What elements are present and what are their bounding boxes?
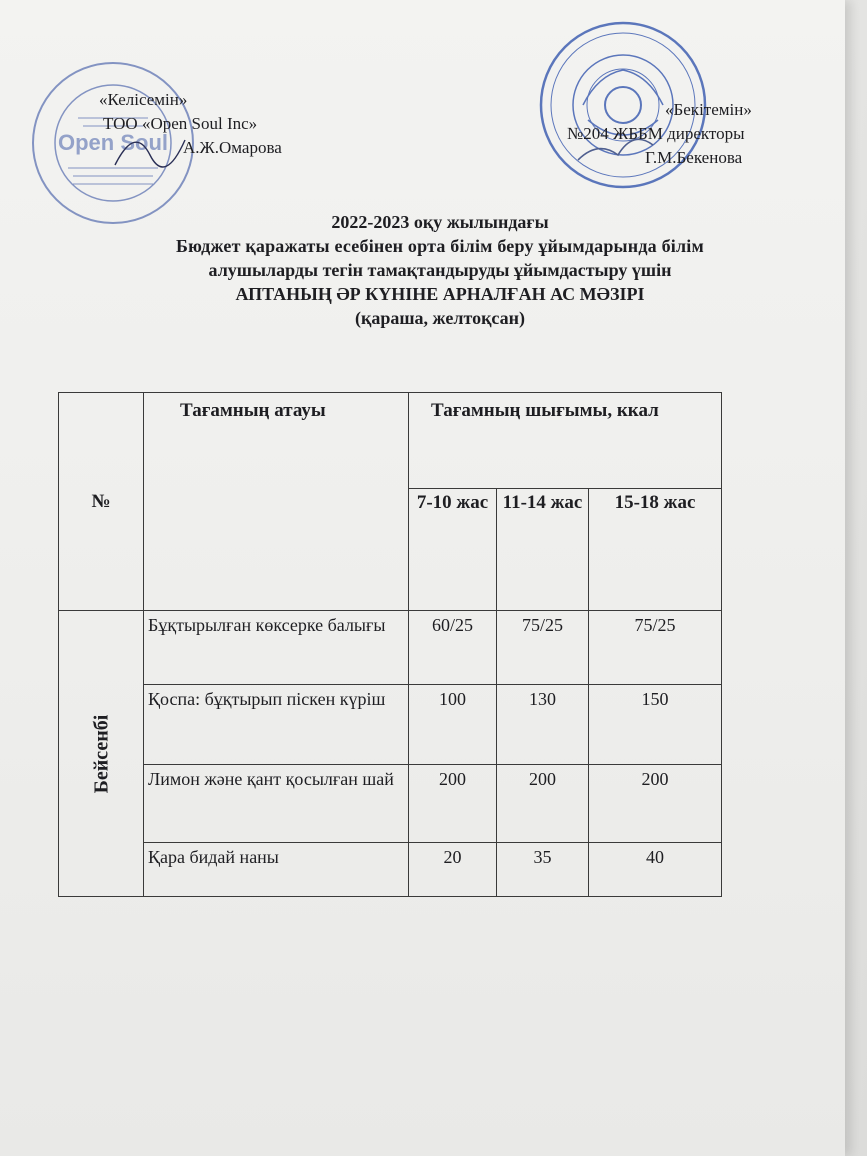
header-number: № — [59, 393, 144, 611]
age-group-header: 15-18 жас — [589, 489, 722, 611]
approval-right — [565, 98, 752, 170]
header-yield: Тағамның шығымы, ккал — [409, 393, 722, 489]
dish-name: Қара бидай наны — [144, 843, 409, 897]
table-row — [59, 611, 722, 685]
approval-left-signatory: А.Ж.Омарова — [183, 138, 282, 157]
menu-table — [58, 392, 722, 897]
value-7-10: 100 — [409, 685, 497, 765]
title-months: (қараша, желтоқсан) — [354, 308, 526, 328]
value-11-14: 75/25 — [497, 611, 589, 685]
title-line-3: алушыларды тегін тамақтандыруды ұйымдастыру үшін — [208, 260, 672, 280]
header-dish-name: Тағамның атауы — [144, 393, 409, 611]
header-row — [59, 393, 722, 489]
age-group-header: 7-10 жас — [409, 489, 497, 611]
approval-right-heading: «Бекітемін» — [665, 100, 752, 119]
table-row — [59, 843, 722, 897]
day-label: Бейсенбі — [89, 714, 112, 793]
approval-left-org: ТОО «Open Soul Inc» — [103, 114, 258, 133]
approval-right-signatory: Г.М.Бекенова — [645, 148, 743, 167]
title-main: АПТАНЫҢ ӘР КҮНІНЕ АРНАЛҒАН АС МӘЗІРІ — [235, 284, 645, 304]
day-cell — [59, 611, 144, 897]
value-15-18: 150 — [589, 685, 722, 765]
approval-left — [85, 88, 282, 160]
value-11-14: 200 — [497, 765, 589, 843]
value-11-14: 35 — [497, 843, 589, 897]
value-7-10: 20 — [409, 843, 497, 897]
dish-name: Қоспа: бұқтырып піскен күріш — [144, 685, 409, 765]
age-group-header: 11-14 жас — [497, 489, 589, 611]
value-15-18: 40 — [589, 843, 722, 897]
title-year: 2022-2023 оқу жылындағы — [331, 212, 549, 232]
dish-name: Бұқтырылған көксерке балығы — [144, 611, 409, 685]
value-7-10: 200 — [409, 765, 497, 843]
document-title — [70, 210, 810, 330]
value-15-18: 200 — [589, 765, 722, 843]
value-7-10: 60/25 — [409, 611, 497, 685]
table-row — [59, 765, 722, 843]
value-15-18: 75/25 — [589, 611, 722, 685]
dish-name: Лимон және қант қосылған шай — [144, 765, 409, 843]
value-11-14: 130 — [497, 685, 589, 765]
table-row — [59, 685, 722, 765]
title-line-2: Бюджет қаражаты есебінен орта білім беру ұйымдарында білім — [176, 236, 704, 256]
approval-left-heading: «Келісемін» — [99, 90, 188, 109]
approval-right-position: №204 ЖББМ директоры — [567, 124, 745, 143]
svg-text:Open Soul: Open Soul — [58, 130, 168, 155]
